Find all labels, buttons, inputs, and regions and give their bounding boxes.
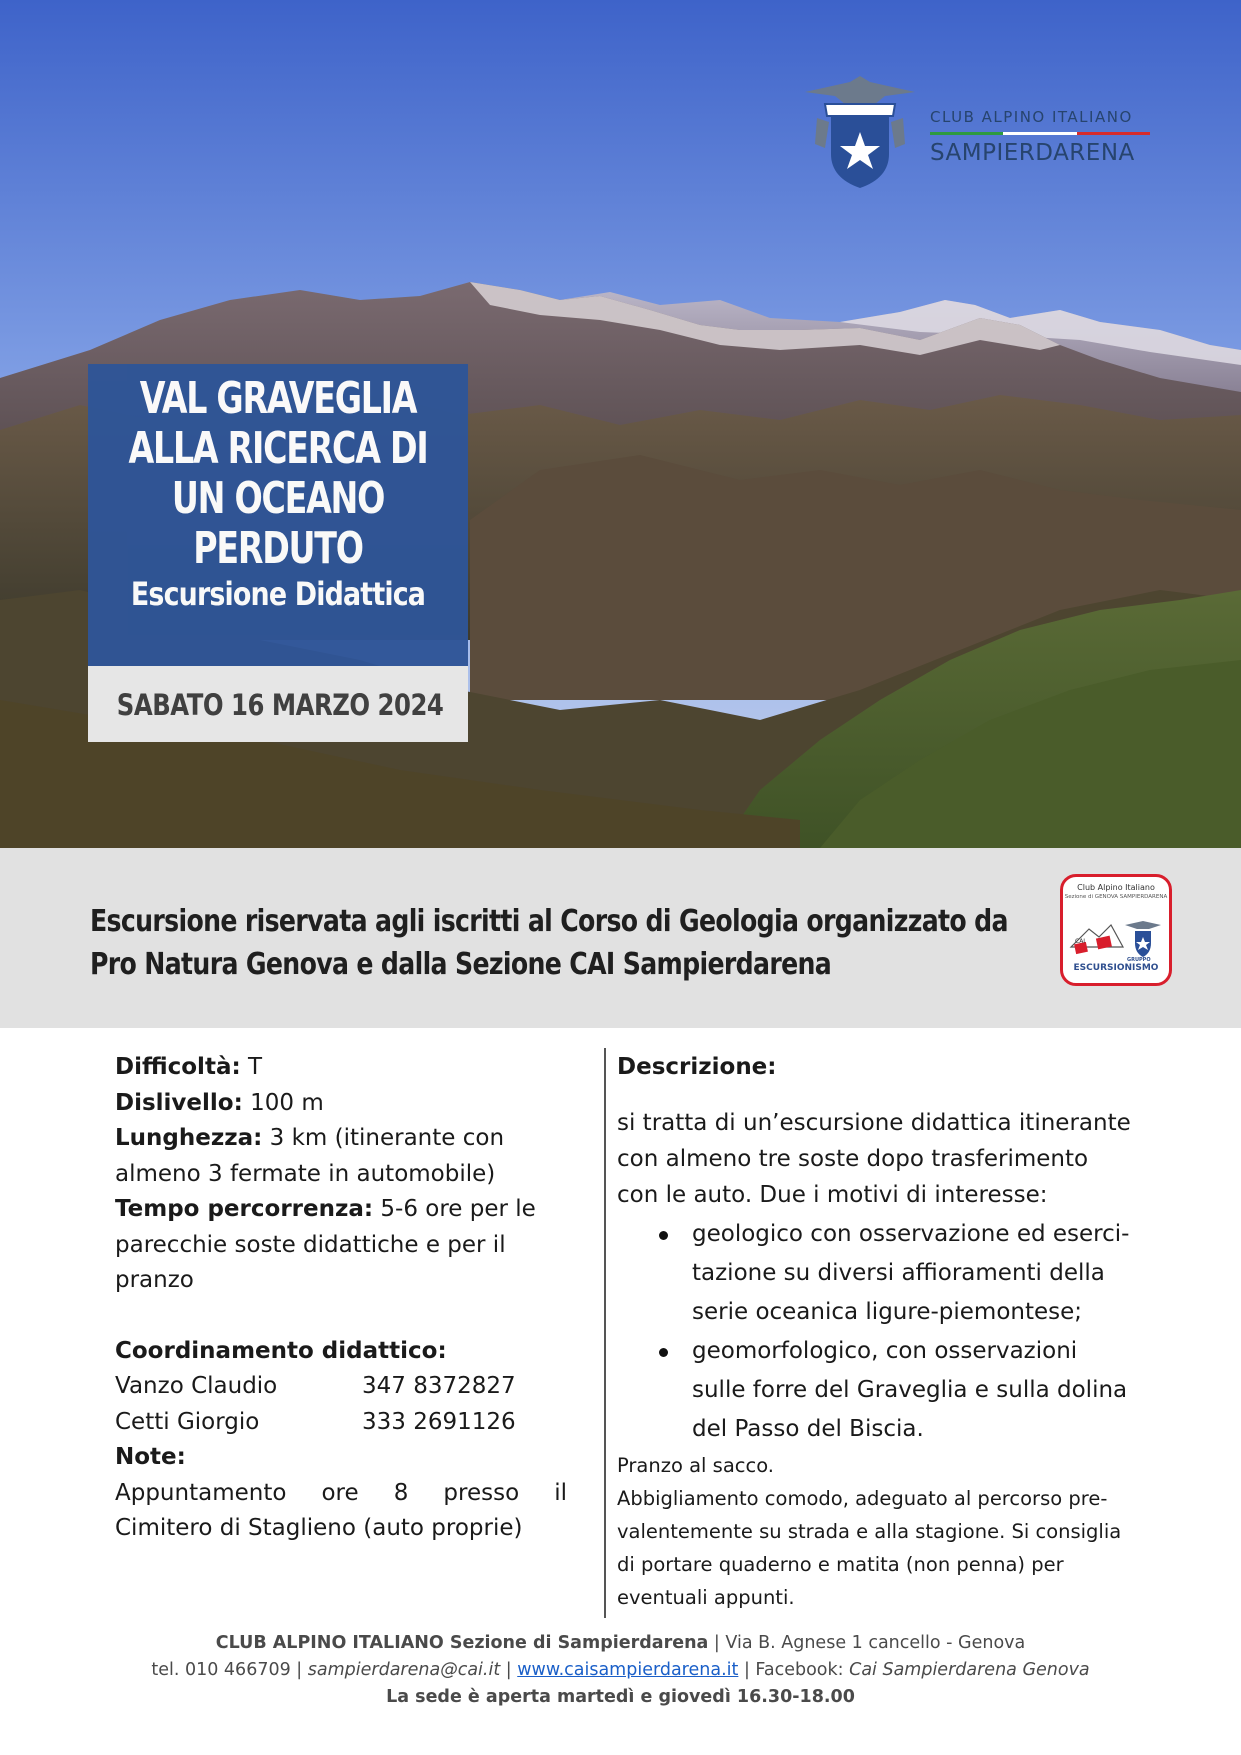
time-label: Tempo percorrenza:: [115, 1196, 374, 1222]
length-value-cont: almeno 3 fermate in automobile): [115, 1160, 496, 1187]
badge-group-name: ESCURSIONISMO: [1073, 963, 1159, 973]
event-date-box: [88, 666, 468, 742]
notes-line-2: Cimitero di Staglieno (auto proprie): [115, 1515, 523, 1541]
footer-tel: tel. 010 466709: [151, 1660, 291, 1680]
clothing-line: di portare quaderno e matita (non penna) per: [617, 1553, 1064, 1576]
footer-facebook[interactable]: Cai Sampierdarena Genova: [849, 1660, 1090, 1680]
logo-club-name: CLUB ALPINO ITALIANO: [930, 108, 1133, 126]
intro-line: con almeno tre soste dopo trasferimento: [617, 1146, 1089, 1172]
time-value-cont-2: pranzo: [115, 1267, 194, 1293]
elevation-label: Dislivello:: [115, 1089, 243, 1116]
length-label: Lunghezza:: [115, 1125, 263, 1151]
intro-line: con le auto. Due i motivi di interesse:: [617, 1182, 1048, 1208]
eagle-shield-icon: [795, 74, 925, 194]
event-date: SABATO 16 MARZO 2024: [116, 688, 444, 722]
badge-group-label: GRUPPO: [1127, 957, 1151, 963]
description-intro: [617, 1105, 1137, 1213]
contact-name: Vanzo Claudio: [115, 1373, 278, 1399]
badge-club-name: Club Alpino Italiano: [1077, 883, 1155, 892]
time-value-cont-1: parecchie soste didattiche e per il: [115, 1231, 506, 1258]
notes-line-1: Appuntamento ore 8 presso il: [115, 1479, 567, 1506]
length-value: 3 km (itinerante con: [262, 1125, 505, 1151]
list-item: geologico con osservazione ed eserci- tazione su diversi affioramenti della serie oceanica ligure-piemontese;: [617, 1215, 1137, 1332]
footer-line-1: CLUB ALPINO ITALIANO Sezione di Sampierdarena | Via B. Agnese 1 cancello - Genova: [215, 1633, 1026, 1653]
bullet-icon: [659, 1231, 668, 1240]
notice-line-1: Escursione riservata agli iscritti al Corso di Geologia organizzato da: [90, 904, 1008, 939]
practical-info: [617, 1449, 1137, 1614]
time-row: [115, 1192, 567, 1228]
footer: [0, 1630, 1241, 1711]
bullet-icon: [659, 1348, 668, 1357]
notice-band: [0, 848, 1241, 1028]
clothing-line: valentemente su strada e alla stagione. Si consiglia: [617, 1520, 1122, 1543]
notes-label: Note:: [115, 1444, 186, 1470]
contact-name: Cetti Giorgio: [115, 1408, 260, 1435]
difficulty-row: [115, 1050, 567, 1086]
contact-row: [115, 1369, 567, 1405]
footer-address: Via B. Agnese 1 cancello - Genova: [725, 1633, 1026, 1653]
lunch-note: Pranzo al sacco.: [617, 1454, 775, 1477]
contact-phone[interactable]: 333 2691126: [362, 1408, 516, 1435]
event-subtitle: Escursione Didattica: [130, 575, 426, 613]
logo-tricolor-rule: [930, 132, 1150, 135]
footer-hours: La sede è aperta martedì e giovedì 16.30-18.00: [386, 1687, 855, 1707]
hike-details: [115, 1050, 567, 1547]
clothing-line: Abbigliamento comodo, adeguato al percorso pre-: [617, 1487, 1108, 1510]
coordination-label: Coordinamento didattico:: [115, 1337, 447, 1364]
title-line-2: ALLA RICERCA DI: [128, 423, 428, 474]
elevation-row: [115, 1086, 567, 1122]
difficulty-value: T: [240, 1054, 263, 1080]
intro-line: si tratta di un’escursione didattica itinerante: [617, 1110, 1131, 1136]
notice-text: [90, 900, 1008, 986]
title-line-4: PERDUTO: [193, 523, 363, 574]
spacer: [115, 1299, 567, 1334]
footer-facebook-label: Facebook:: [755, 1660, 850, 1680]
footer-org: CLUB ALPINO ITALIANO Sezione di Sampierdarena: [215, 1633, 709, 1653]
notice-line-2: Pro Natura Genova e dalla Sezione CAI Sampierdarena: [90, 947, 832, 982]
interest-list: [617, 1215, 1137, 1449]
list-item: geomorfologico, con osservazioni sulle forre del Graveglia e sulla dolina del Passo del Biscia.: [617, 1332, 1137, 1449]
clothing-line: eventuali appunti.: [617, 1586, 795, 1609]
logo-section-name: SAMPIERDARENA: [930, 140, 1135, 166]
title-line-1: VAL GRAVEGLIA: [139, 373, 417, 424]
footer-email[interactable]: sampierdarena@cai.it: [307, 1660, 501, 1680]
cai-sampierdarena-logo: [795, 74, 1155, 194]
description-title: Descrizione:: [617, 1054, 777, 1080]
contact-row: [115, 1405, 567, 1441]
badge-section-name: Sezione di GENOVA SAMPIERDARENA: [1064, 894, 1168, 900]
footer-website-link[interactable]: www.caisampierdarena.it: [517, 1660, 739, 1680]
gruppo-escursionismo-badge: [1060, 874, 1172, 986]
event-title-box: [88, 364, 468, 666]
footer-line-2: tel. 010 466709 | sampierdarena@cai.it | www.caisampierdarena.it | Facebook: Cai Sampierdarena Genova: [151, 1660, 1090, 1680]
time-value: 5-6 ore per le: [373, 1196, 536, 1222]
length-row: [115, 1121, 567, 1157]
column-divider: [604, 1048, 606, 1618]
elevation-value: 100 m: [242, 1089, 324, 1116]
hero-photo: [0, 0, 1241, 848]
difficulty-label: Difficoltà:: [115, 1054, 241, 1080]
badge-mini-label: CAI: [1075, 938, 1086, 945]
title-line-3: UN OCEANO: [171, 473, 385, 524]
mountain-flag-icon: [1063, 903, 1169, 963]
contact-phone[interactable]: 347 8372827: [362, 1373, 516, 1399]
description-section: [617, 1050, 1137, 1614]
